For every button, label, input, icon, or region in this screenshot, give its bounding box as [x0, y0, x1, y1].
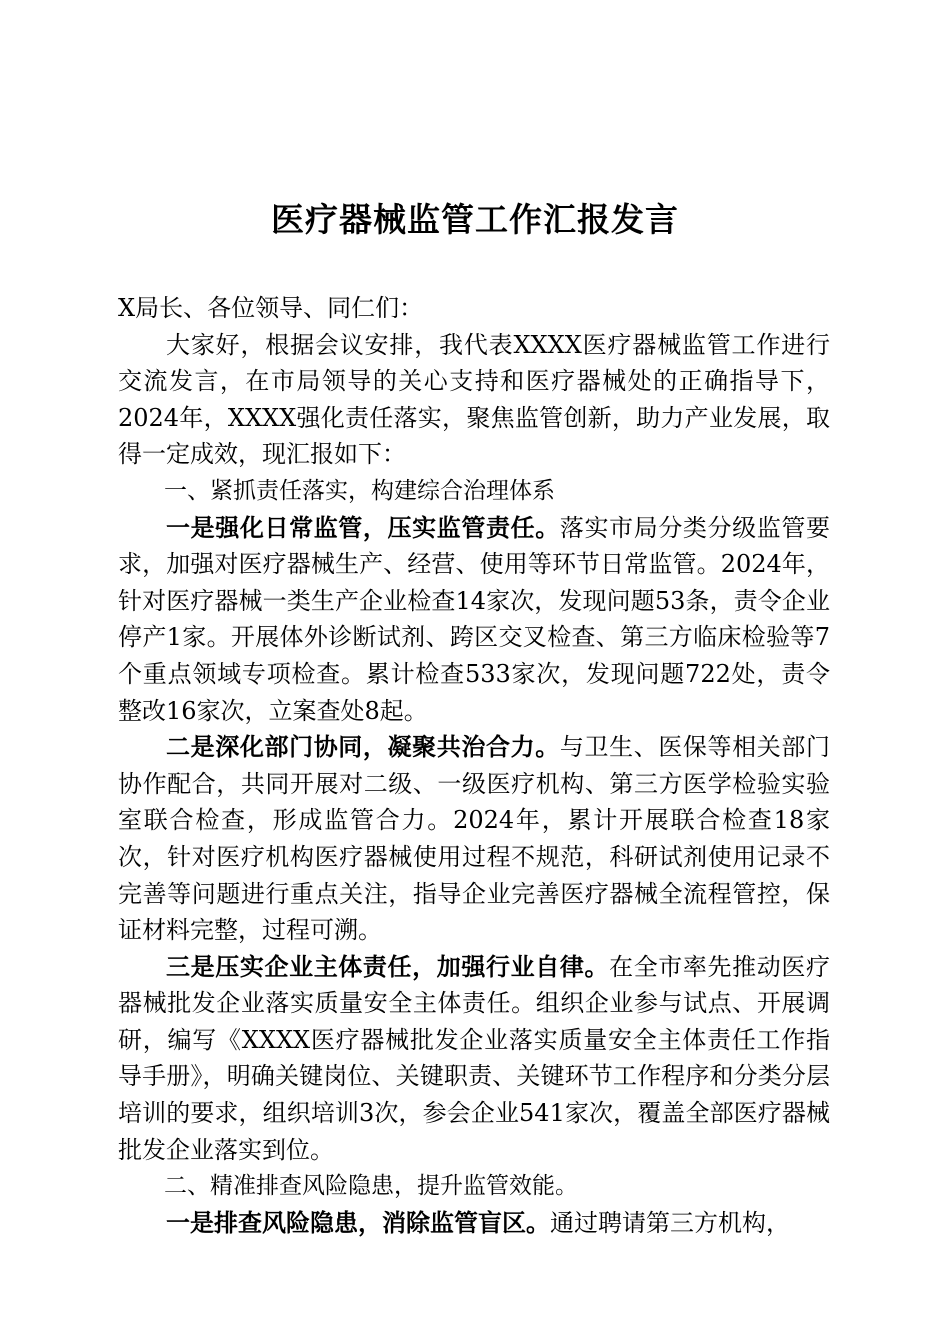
- document-title: 医疗器械监管工作汇报发言: [271, 200, 679, 239]
- item-text: 落实市局分类分级监管要求，加强对医疗器械生产、经营、使用等环节日常监管。2024年，针对医疗器械一类生产企业检查14家次，发现问题53条，责令企业停产1家。开展体外诊断试剂、跨区交叉检查、第三方临床检验等7个重点领域专项检查。累计检查533家次，发现问题722处，责令整改16家次，立案查处8起。: [118, 513, 831, 725]
- section-1-item-3: [118, 949, 830, 1169]
- item-lead: 三是压实企业主体责任，加强行业自律。: [166, 951, 610, 981]
- item-lead: 一是强化日常监管，压实监管责任。: [166, 512, 560, 542]
- item-text: 与卫生、医保等相关部门协作配合，共同开展对二级、一级医疗机构、第三方医学检验实验室联合检查，形成监管合力。2024年，累计开展联合检查18家次，针对医疗机构医疗器械使用过程不规范，科研试剂使用记录不完善等问题进行重点关注，指导企业完善医疗器械全流程管控，保证材料完整，过程可溯。: [118, 733, 831, 945]
- item-text: 在全市率先推动医疗器械批发企业落实质量安全主体责任。组织企业参与试点、开展调研，编写《XXXX医疗器械批发企业落实质量安全主体责任工作指导手册》，明确关键岗位、关键职责、关键环节工作程序和分类分层培训的要求，组织培训3次，参会企业541家次，覆盖全部医疗器械批发企业落实到位。: [118, 952, 831, 1164]
- section-1-item-2: [118, 729, 830, 949]
- salutation: X局长、各位领导、同仁们：: [118, 294, 424, 322]
- item-lead: 一是排查风险隐患，消除监管盲区。: [166, 1207, 550, 1237]
- section-1-item-1: [118, 510, 830, 730]
- section-2-item-1: [118, 1205, 830, 1242]
- document-body: [118, 290, 830, 1241]
- item-lead: 二是深化部门协同，凝聚共治合力。: [166, 732, 560, 762]
- item-text: 通过聘请第三方机构，: [550, 1208, 790, 1237]
- intro-paragraph: 大家好，根据会议安排，我代表XXXX医疗器械监管工作进行交流发言，在市局领导的关心支持和医疗器械处的正确指导下，2024年，XXXX强化责任落实，聚焦监管创新，助力产业发展，取得一定成效，现汇报如下：: [118, 330, 830, 469]
- section-2-heading: 二、精准排查风险隐患，提升监管效能。: [164, 1173, 578, 1200]
- section-1-heading: 一、紧抓责任落实，构建综合治理体系: [164, 477, 555, 504]
